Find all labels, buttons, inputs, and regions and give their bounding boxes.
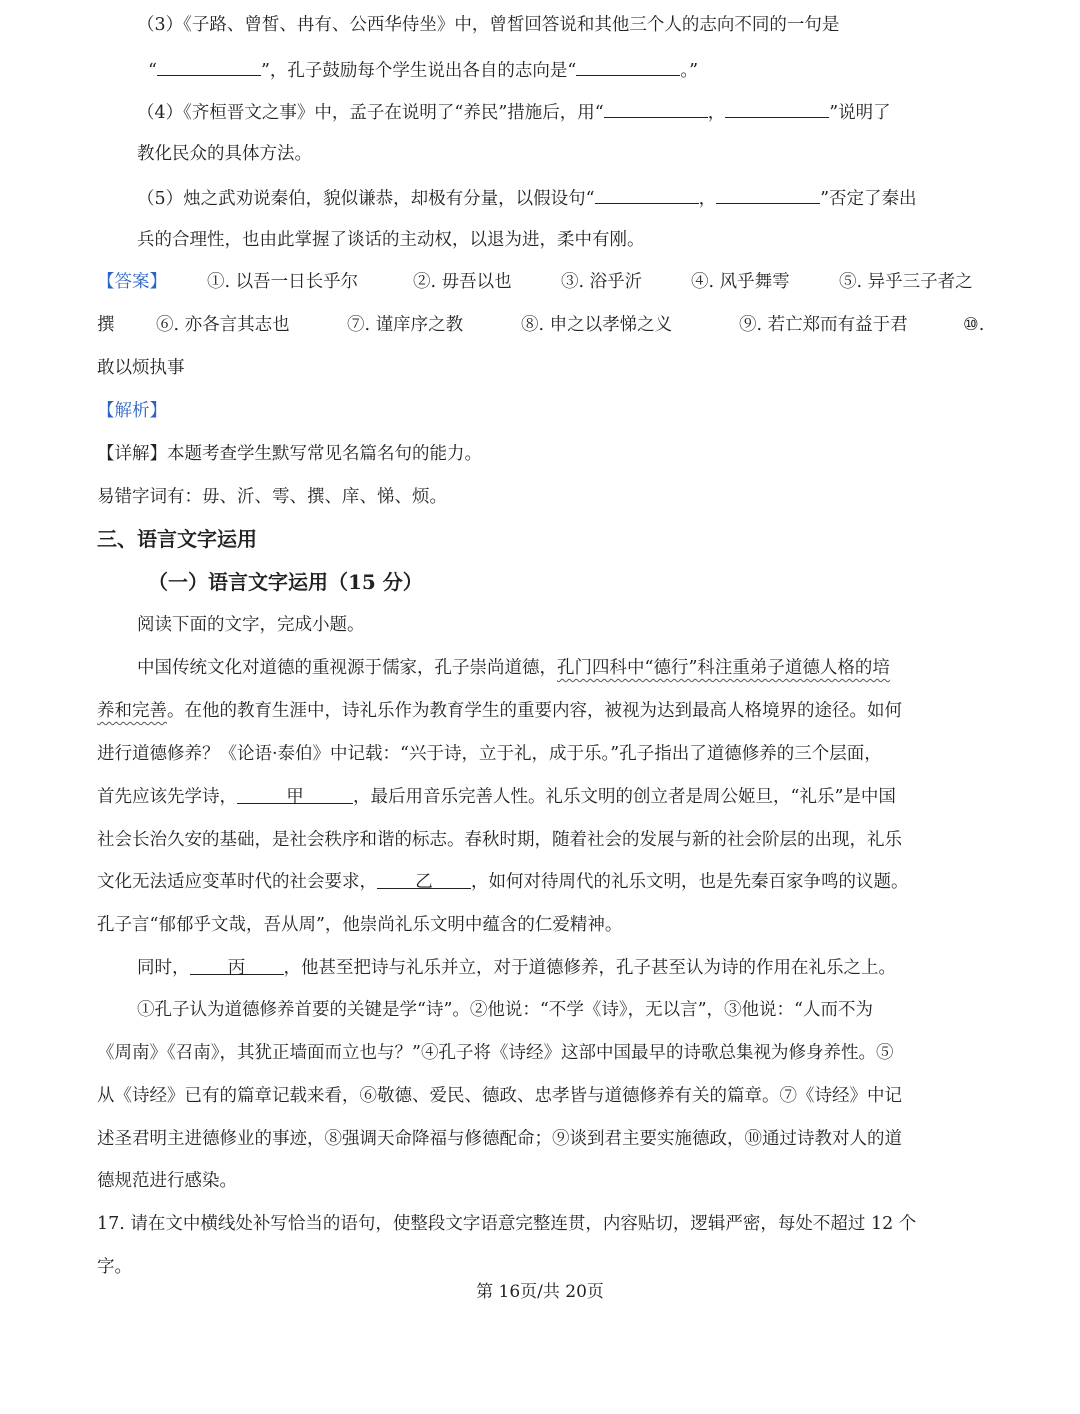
- answer-item-1: ①. 以吾一日长乎尔: [207, 272, 359, 292]
- q4-text-b: ”说明了: [829, 103, 891, 123]
- passage-text: ，最后用音乐完善人性。礼乐文明的创立者是周公姬旦，“礼乐”是中国: [353, 787, 896, 807]
- section-title: 三、语言文字运用: [97, 527, 257, 551]
- answer-item-9: ⑨. 若亡郑而有益于君: [739, 315, 908, 335]
- analysis-tag: 【解析】: [97, 401, 167, 421]
- passage-p1-line-7: 孔子言“郁郁乎文哉，吾从周”，他崇尚礼乐文明中蕴含的仁爱精神。: [97, 915, 623, 935]
- q17-line-1: 17. 请在文中横线处补写恰当的语句，使整段文字语意完整连贯，内容贴切，逻辑严密，每处不超过 12 个: [97, 1214, 917, 1234]
- blank-5: [595, 184, 699, 204]
- answer-item-10: ⑩.: [963, 315, 985, 335]
- q4-text-2: 教化民众的具体方法。: [137, 144, 312, 164]
- passage-text: 中国传统文化对道德的重视源于儒家，孔子崇尚道德，: [137, 658, 557, 678]
- blank-1: [157, 56, 261, 76]
- q4-line-1: [137, 98, 891, 126]
- answer-item-5: ⑤. 异乎三子者之: [839, 272, 973, 292]
- passage-text: 同时，: [137, 958, 190, 978]
- q5-text-a: （5）烛之武劝说秦伯，貌似谦恭，却极有分量，以假设句“: [137, 189, 595, 209]
- error-words-text: 易错字词有：毋、沂、雩、撰、庠、悌、烦。: [97, 487, 447, 507]
- passage-p3-line-1: ①孔子认为道德修养首要的关键是学“诗”。②他说：“不学《诗》，无以言”，③他说：“人而不为: [137, 1000, 873, 1020]
- answer-item-10-cont: 敢以烦执事: [97, 358, 185, 378]
- blank-bing: 丙: [190, 955, 284, 975]
- answer-line-1: [97, 269, 973, 295]
- blank-3: [604, 98, 708, 118]
- q4-comma: ，: [707, 103, 726, 123]
- answer-item-8: ⑧. 申之以孝悌之义: [521, 315, 673, 335]
- answer-item-4: ④. 风乎舞雩: [691, 272, 790, 292]
- passage-p1-line-3: 进行道德修养？《论语·泰伯》中记载：“兴于诗，立于礼，成于乐。”孔子指出了道德修养的三个层面，: [97, 744, 882, 764]
- passage-text: 文化无法适应变革时代的社会要求，: [97, 872, 377, 892]
- passage-p3-line-3: 从《诗经》已有的篇章记载来看，⑥敬德、爱民、德政、忠孝皆与道德修养有关的篇章。⑦《诗经》中记: [97, 1086, 902, 1106]
- section-subtitle: （一）语言文字运用（15 分）: [148, 570, 423, 594]
- passage-p1-line-6: [97, 869, 909, 895]
- passage-p1-line-2: [97, 698, 902, 724]
- answer-item-7: ⑦. 谨庠序之教: [347, 315, 464, 335]
- q4-text-a: （4）《齐桓晋文之事》中，孟子在说明了“养民”措施后，用“: [137, 103, 604, 123]
- passage-text: ，如何对待周代的礼乐文明，也是先秦百家争鸣的议题。: [471, 872, 909, 892]
- q4-line-2: [137, 141, 312, 167]
- analysis-line: [97, 398, 167, 424]
- q5-line-2: [137, 227, 645, 253]
- q3-line-1: [137, 12, 839, 38]
- blank-2: [576, 56, 680, 76]
- passage-p2-line-1: [137, 955, 896, 981]
- q5-text-2: 兵的合理性，也由此掌握了谈话的主动权，以退为进，柔中有刚。: [137, 230, 645, 250]
- answer-tag: 【答案】: [97, 272, 167, 292]
- passage-p1-line-1: [137, 655, 890, 681]
- answer-item-5-cont: 撰: [97, 315, 115, 335]
- passage-text: 首先应该先学诗，: [97, 787, 237, 807]
- passage-p1-line-5: 社会长治久安的基础，是社会秩序和谐的标志。春秋时期，随着社会的发展与新的社会阶层的出现，礼乐: [97, 830, 902, 850]
- answer-item-2: ②. 毋吾以也: [413, 272, 512, 292]
- q3-line-2: [148, 56, 698, 84]
- answer-item-3: ③. 浴乎沂: [561, 272, 643, 292]
- wavy-underlined-text: 孔门四科中“德行”科注重弟子道德人格的培: [557, 658, 890, 678]
- q3-text: （3）《子路、曾皙、冉有、公西华侍坐》中，曾皙回答说和其他三个人的志向不同的一句是: [137, 15, 840, 35]
- passage-p3-line-4: 述圣君明主进德修业的事迹，⑧强调天命降福与修德配命；⑨谈到君主要实施德政，⑩通过诗教对人的道: [97, 1129, 902, 1149]
- detail-text: 【详解】本题考查学生默写常见名篇名句的能力。: [97, 444, 482, 464]
- blank-6: [716, 184, 820, 204]
- page-number: 第 16页/共 20页: [476, 1282, 604, 1302]
- q3-quote-open: “: [148, 61, 157, 81]
- blank-jia: 甲: [237, 784, 353, 804]
- answer-item-6: ⑥. 亦各言其志也: [156, 315, 290, 335]
- reading-intro: 阅读下面的文字，完成小题。: [137, 615, 365, 635]
- answer-line-3: [97, 355, 185, 381]
- passage-text: 。在他的教育生涯中，诗礼乐作为教育学生的重要内容，被视为达到最高人格境界的途径。如何: [167, 701, 902, 721]
- detail-line: [97, 441, 482, 467]
- q3-end-text: 。”: [680, 61, 699, 81]
- q5-line-1: [137, 184, 917, 212]
- error-words-line: [97, 484, 447, 510]
- passage-p3-line-5: 德规范进行感染。: [97, 1171, 237, 1191]
- q5-comma: ，: [698, 189, 717, 209]
- answer-line-2: [97, 312, 985, 338]
- q3-mid-text: ”，孔子鼓励每个学生说出各自的志向是“: [260, 61, 577, 81]
- q5-text-b: ”否定了秦出: [820, 189, 917, 209]
- q17-line-2: 字。: [97, 1257, 132, 1277]
- blank-4: [725, 98, 829, 118]
- passage-p3-line-2: 《周南》《召南》，其犹正墙面而立也与？”④孔子将《诗经》这部中国最早的诗歌总集视为修身养性。⑤: [97, 1043, 894, 1063]
- passage-p1-line-4: [97, 784, 896, 810]
- wavy-underlined-text: 养和完善: [97, 701, 167, 721]
- blank-yi: 乙: [377, 869, 471, 889]
- passage-text: ，他甚至把诗与礼乐并立，对于道德修养，孔子甚至认为诗的作用在礼乐之上。: [283, 958, 896, 978]
